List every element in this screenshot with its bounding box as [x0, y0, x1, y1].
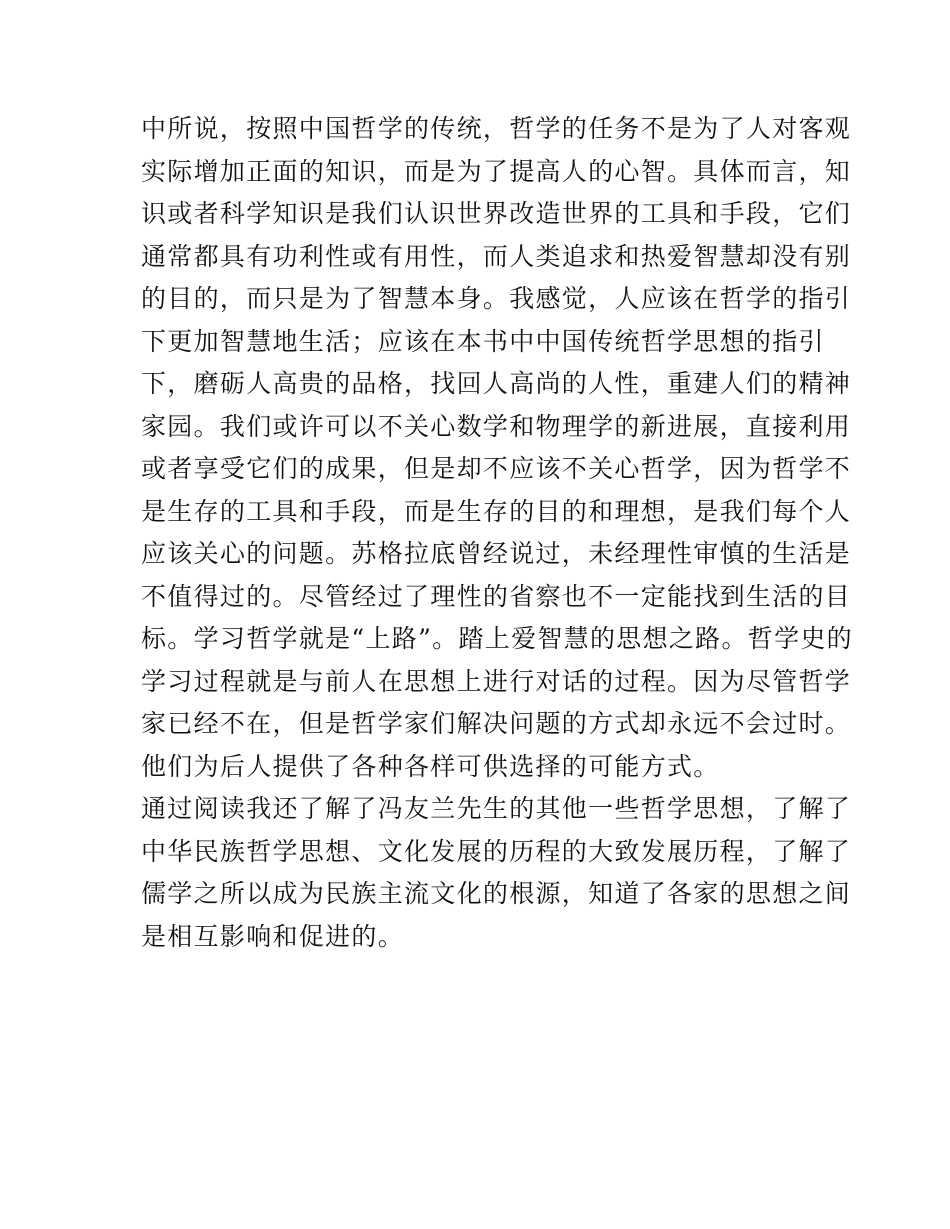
text-line: 通过阅读我还了解了冯友兰先生的其他一些哲学思想，了解了 [141, 794, 852, 823]
text-line: 是相互影响和促进的。 [141, 921, 405, 951]
text-line: 识或者科学知识是我们认识世界改造世界的工具和手段，它们 [141, 199, 852, 228]
text-line: 下，磨砺人高贵的品格，找回人高尚的人性，重建人们的精神 [141, 369, 852, 398]
text-line: 标。学习哲学就是“上路”。踏上爱智慧的思想之路。哲学史的 [141, 624, 853, 653]
text-line: 中所说，按照中国哲学的传统，哲学的任务不是为了人对客观 [141, 114, 852, 143]
text-line: 实际增加正面的知识，而是为了提高人的心智。具体而言，知 [141, 156, 852, 186]
text-line: 家园。我们或许可以不关心数学和物理学的新进展，直接利用 [141, 411, 852, 441]
text-line: 的目的，而只是为了智慧本身。我感觉，人应该在哲学的指引 [141, 284, 852, 313]
text-line: 儒学之所以成为民族主流文化的根源，知道了各家的思想之间 [141, 879, 852, 908]
text-line: 通常都具有功利性或有用性，而人类追求和热爱智慧却没有别 [141, 241, 852, 271]
text-line: 下更加智慧地生活；应该在本书中中国传统哲学思想的指引 [141, 326, 825, 356]
text-line: 家已经不在，但是哲学家们解决问题的方式却永远不会过时。 [141, 709, 852, 738]
body-text [141, 108, 853, 958]
text-line: 应该关心的问题。苏格拉底曾经说过，未经理性审慎的生活是 [141, 539, 852, 568]
text-line: 或者享受它们的成果，但是却不应该不关心哲学，因为哲学不 [141, 454, 852, 483]
text-line: 是生存的工具和手段，而是生存的目的和理想，是我们每个人 [141, 496, 852, 526]
text-line: 中华民族哲学思想、文化发展的历程的大致发展历程，了解了 [141, 836, 852, 866]
text-line: 不值得过的。尽管经过了理性的省察也不一定能找到生活的目 [141, 581, 852, 611]
text-line: 他们为后人提供了各种各样可供选择的可能方式。 [141, 751, 720, 781]
text-line: 学习过程就是与前人在思想上进行对话的过程。因为尽管哲学 [141, 666, 852, 696]
